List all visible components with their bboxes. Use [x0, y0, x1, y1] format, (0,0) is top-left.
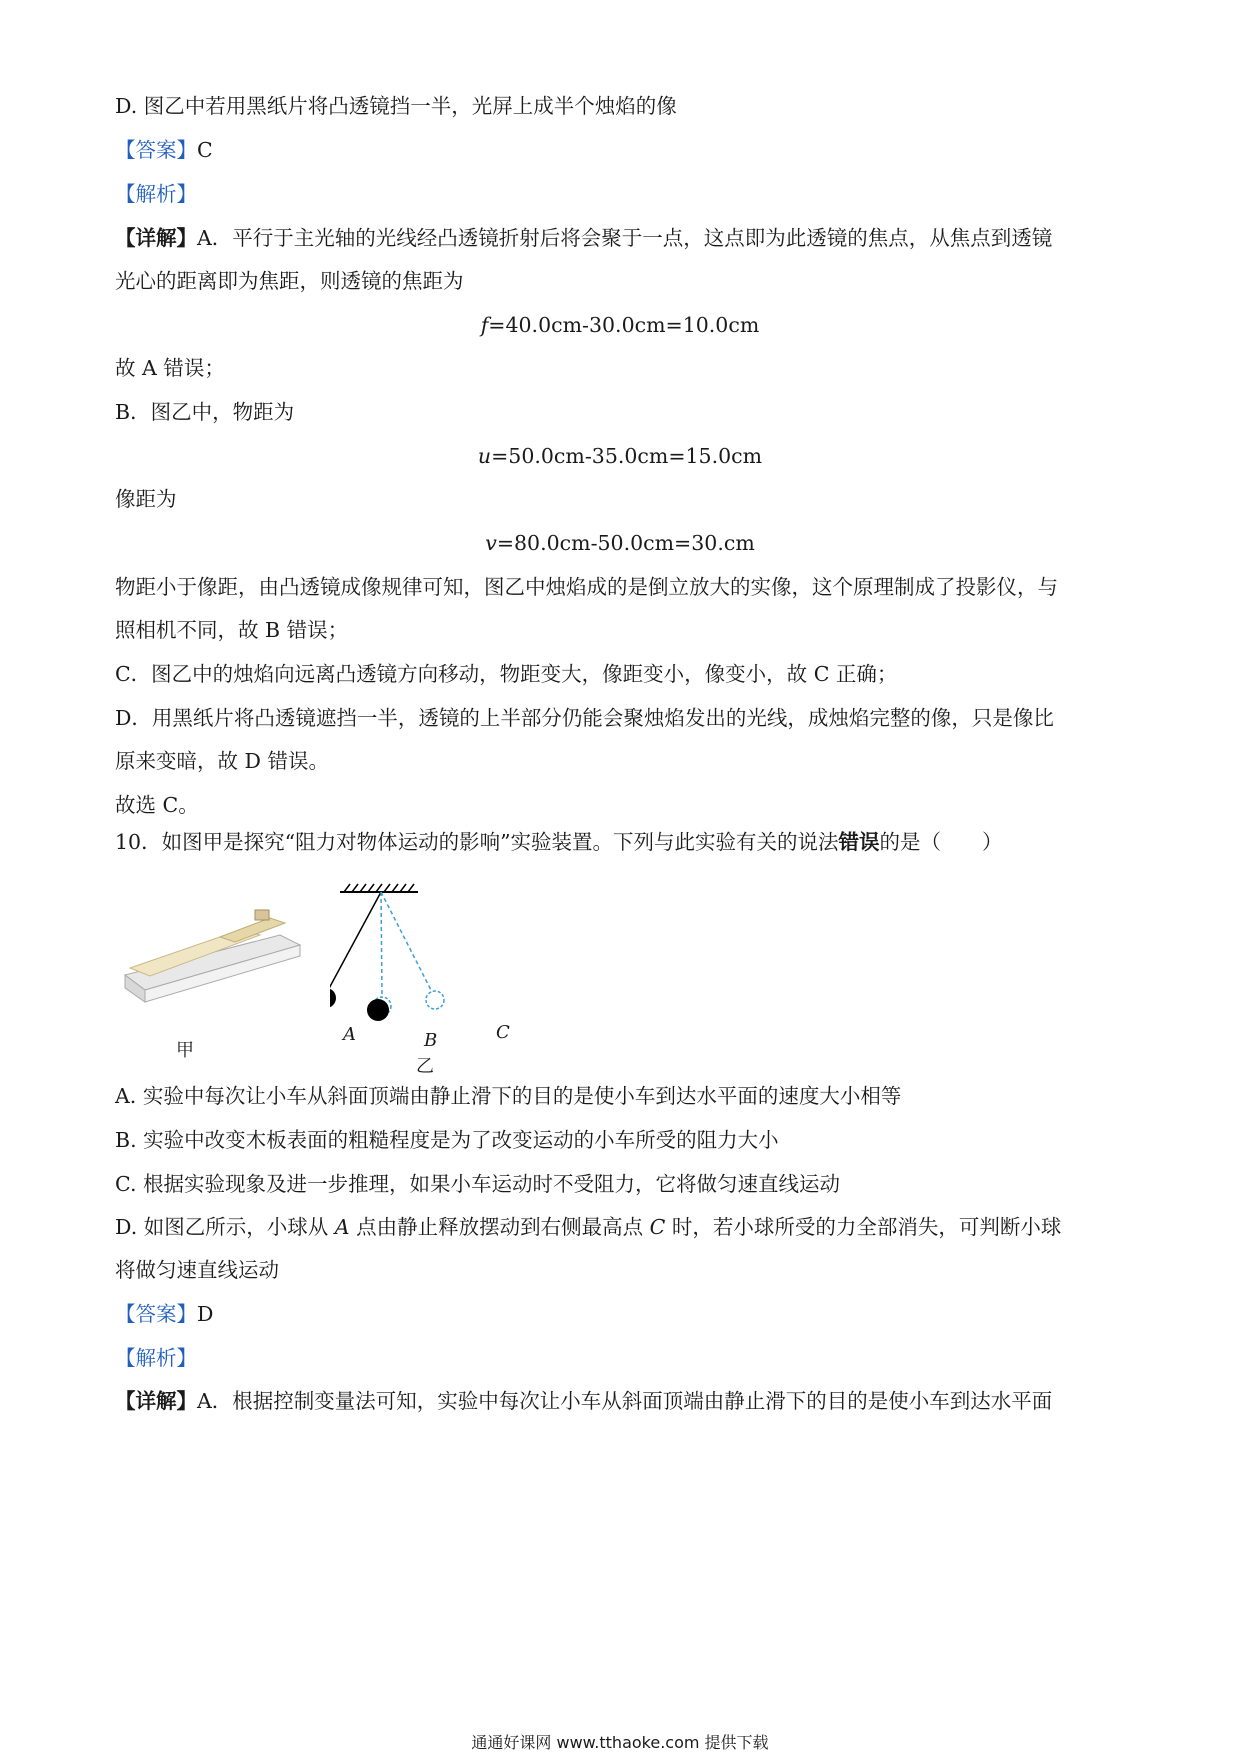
equation-v: =80.0cm-50.0cm=30.cm	[496, 531, 755, 555]
q9-a-conclusion: 故 A 错误；	[115, 356, 225, 380]
equation-u: =50.0cm-35.0cm=15.0cm	[491, 444, 763, 468]
ball-c	[426, 991, 444, 1009]
variable-v: v	[485, 531, 497, 555]
variable-u: u	[477, 444, 492, 468]
ball-a	[330, 988, 336, 1008]
q10-stem	[115, 827, 1125, 857]
q9-conclusion: 故选 C。	[115, 793, 199, 817]
q10-option-c: C. 根据实验现象及进一步推理，如果小车运动时不受阻力，它将做匀速直线运动	[115, 1172, 840, 1196]
string-a	[330, 892, 381, 994]
q9-d-line-2: 原来变暗，故 D 错误。	[115, 749, 329, 773]
analysis-tag: 【解析】	[115, 182, 197, 206]
q10-option-b: B. 实验中改变木板表面的粗糙程度是为了改变运动的小车所受的阻力大小	[115, 1128, 779, 1152]
opt-d-text-c: 时，若小球所受的力全部消失，可判断小球	[671, 1215, 1062, 1239]
equation-focal-length	[0, 310, 1240, 340]
q10-answer	[115, 1299, 1125, 1329]
q9-c-line: C．图乙中的烛焰向远离凸透镜方向移动，物距变大，像距变小，像变小，故 C 正确；	[115, 662, 898, 686]
q10-option-d-line-1	[115, 1212, 1125, 1242]
option-d-prev: D. 图乙中若用黑纸片将凸透镜挡一半，光屏上成半个烛焰的像	[115, 94, 677, 118]
detail-text: A．根据控制变量法可知，实验中每次让小车从斜面顶端由静止滑下的目的是使小车到达水平面	[197, 1389, 1053, 1413]
answer-value: D	[197, 1302, 214, 1326]
detail-tag: 【详解】	[115, 1389, 197, 1413]
q9-answer	[115, 135, 1125, 165]
q10-option-d-line-2: 将做匀速直线运动	[115, 1258, 279, 1282]
opt-d-text-b: 点由静止释放摆动到右侧最高点	[356, 1215, 644, 1239]
figure-label-yi: 乙	[416, 1056, 434, 1077]
opt-d-text-a: D. 如图乙所示，小球从	[115, 1215, 329, 1239]
q9-d-line-1: D．用黑纸片将凸透镜遮挡一半，透镜的上半部分仍能会聚烛焰发出的光线，成烛焰完整的像，只是像比	[115, 706, 1054, 730]
equation-image-distance	[0, 528, 1240, 558]
q10-detail-line-1	[115, 1386, 1125, 1416]
q9-b-line-2: 像距为	[115, 487, 177, 511]
q10-option-a: A. 实验中每次让小车从斜面顶端由静止滑下的目的是使小车到达水平面的速度大小相等	[115, 1084, 902, 1108]
answer-tag: 【答案】	[115, 138, 197, 162]
equation-object-distance	[0, 441, 1240, 471]
q9-analysis-tag	[115, 179, 1125, 209]
q9-b-line-1: B．图乙中，物距为	[115, 400, 295, 424]
cart	[255, 910, 269, 920]
stem-text-b: 的是（ ）	[879, 830, 1003, 854]
point-label-a: A	[343, 1024, 356, 1045]
q10-analysis-tag	[115, 1343, 1125, 1373]
equation-f: =40.0cm-30.0cm=10.0cm	[488, 313, 760, 337]
answer-value: C	[197, 138, 213, 162]
q9-detail-line-1	[115, 223, 1125, 253]
detail-text: A．平行于主光轴的光线经凸透镜折射后将会聚于一点，这点即为此透镜的焦点，从焦点到透镜	[197, 226, 1053, 250]
figure-yi-pendulum	[330, 878, 480, 1038]
answer-tag: 【答案】	[115, 1302, 197, 1326]
point-label-c: C	[496, 1022, 510, 1043]
q9-detail-line-2: 光心的距离即为焦距，则透镜的焦距为	[115, 269, 464, 293]
string-c	[381, 892, 432, 992]
stem-text-a: 10．如图甲是探究“阻力对物体运动的影响”实验装置。下列与此实验有关的说法	[115, 830, 839, 854]
variable-f: f	[480, 313, 489, 337]
figure-jia-ramp	[120, 890, 310, 1015]
point-label-b: B	[424, 1030, 438, 1051]
ceiling-hatch	[344, 884, 414, 892]
opt-d-point-c: C	[649, 1215, 666, 1239]
q9-b-line-3: 物距小于像距，由凸透镜成像规律可知，图乙中烛焰成的是倒立放大的实像，这个原理制成了投影仪，与	[115, 575, 1058, 599]
opt-d-point-a: A	[334, 1215, 350, 1239]
analysis-tag: 【解析】	[115, 1346, 197, 1370]
stem-emphasis: 错误	[838, 830, 880, 854]
detail-tag: 【详解】	[115, 226, 197, 250]
q9-b-line-4: 照相机不同，故 B 错误；	[115, 618, 349, 642]
figure-label-jia: 甲	[176, 1040, 194, 1061]
ball-a-solid	[360, 992, 396, 1028]
string-b	[381, 892, 382, 998]
page-footer: 通通好课网 www.tthaoke.com 提供下载	[471, 1733, 769, 1752]
